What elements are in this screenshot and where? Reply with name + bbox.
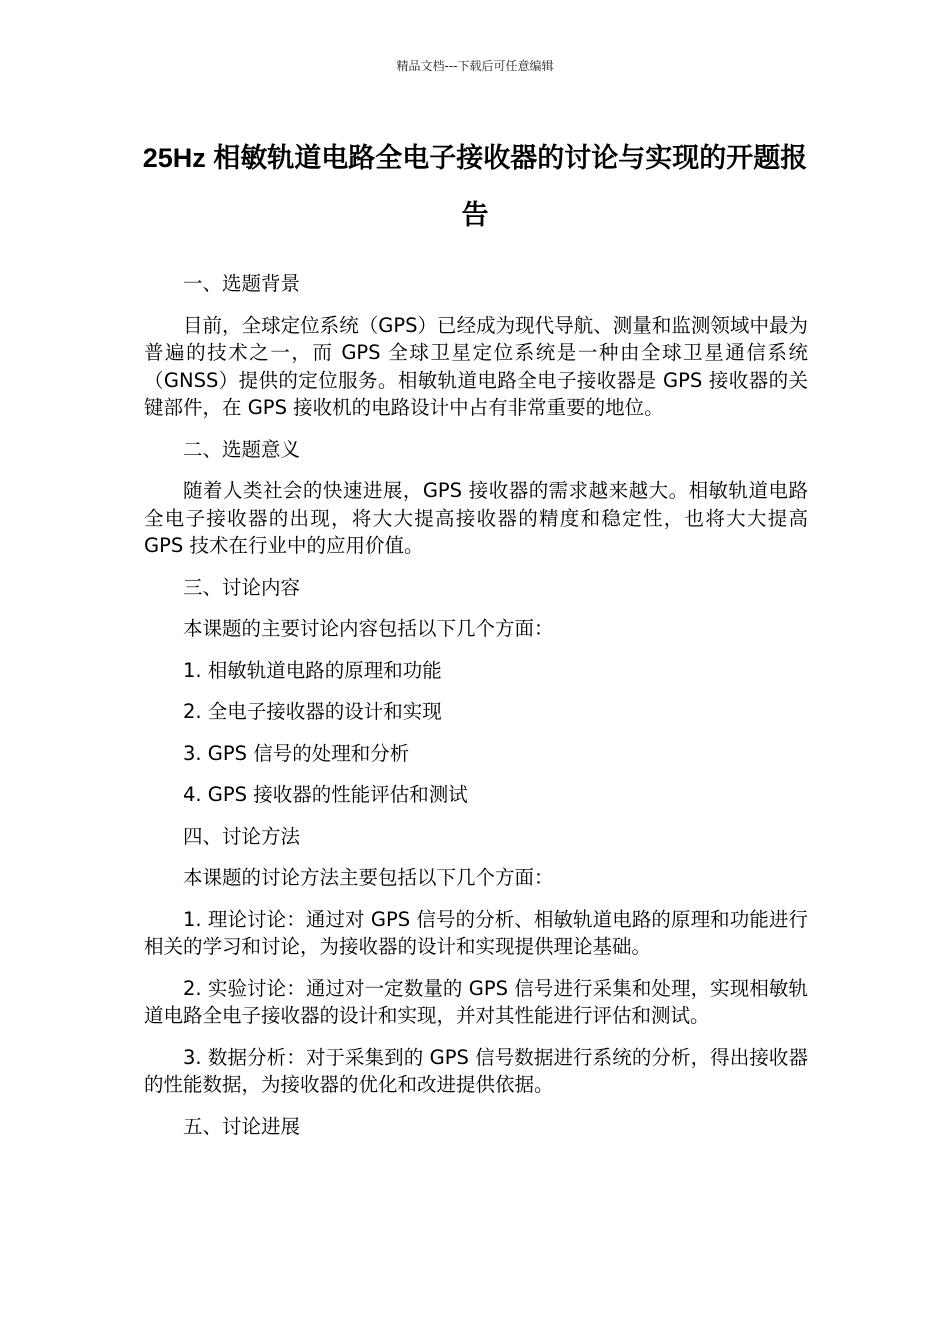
section-heading-method: 四、讨论方法	[183, 824, 301, 848]
list-item: 1. 理论讨论：通过对 GPS 信号的分析、相敏轨道电路的原理和功能进行相关的学习和讨论，为接收器的设计和实现提供理论基础。	[144, 907, 808, 958]
list-item: 3. 数据分析：对于采集到的 GPS 信号数据进行系统的分析，得出接收器的性能数据，为接收器的优化和改进提供依据。	[144, 1045, 808, 1096]
list-item: 3. GPS 信号的处理和分析	[183, 741, 410, 765]
section-body-significance: 随着人类社会的快速进展，GPS 接收器的需求越来越大。相敏轨道电路全电子接收器的出现，将大大提高接收器的精度和稳定性，也将大大提高 GPS 技术在行业中的应用价值。	[144, 479, 808, 557]
section-heading-content: 三、讨论内容	[183, 575, 301, 599]
section-heading-significance: 二、选题意义	[183, 437, 301, 461]
section-heading-progress: 五、讨论进展	[183, 1114, 301, 1138]
page-header: 精品文档---下载后可任意编辑	[396, 59, 554, 73]
document-title: 25Hz 相敏轨道电路全电子接收器的讨论与实现的开题报告	[142, 143, 808, 230]
section-body-background: 目前，全球定位系统（GPS）已经成为现代导航、测量和监测领域中最为普遍的技术之一，而 GPS 全球卫星定位系统是一种由全球卫星通信系统（GNSS）提供的定位服务。相敏轨道电路全电子接收器是 GPS 接收器的关键部件，在 GPS 接收机的电路设计中占有非常重要的地位。	[144, 313, 808, 419]
section-heading-background: 一、选题背景	[183, 272, 301, 295]
list-item: 4. GPS 接收器的性能评估和测试	[183, 783, 468, 806]
section-intro-method: 本课题的讨论方法主要包括以下几个方面：	[183, 866, 554, 889]
list-item: 2. 实验讨论：通过对一定数量的 GPS 信号进行采集和处理，实现相敏轨道电路全电子接收器的设计和实现，并对其性能进行评估和测试。	[144, 976, 808, 1027]
document-body	[144, 270, 808, 1154]
section-intro-content: 本课题的主要讨论内容包括以下几个方面：	[183, 617, 554, 640]
list-item: 2. 全电子接收器的设计和实现	[183, 700, 442, 723]
list-item: 1. 相敏轨道电路的原理和功能	[183, 658, 442, 682]
